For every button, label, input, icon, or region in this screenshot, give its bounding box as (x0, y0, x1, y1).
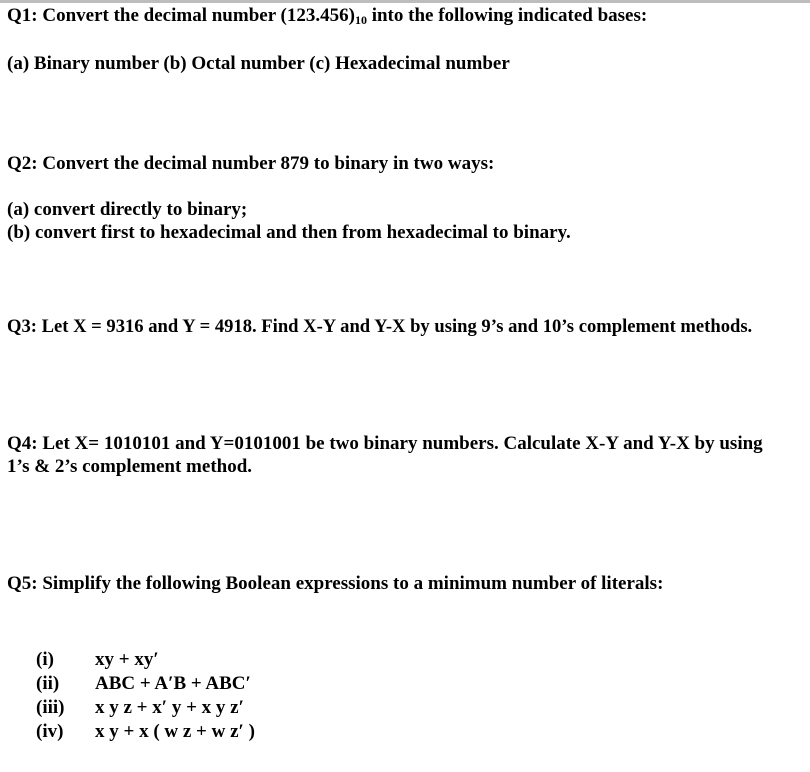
question-1-title-suffix: into the following indicated bases: (366, 5, 648, 26)
top-border (0, 0, 810, 3)
expression-item (36, 720, 255, 744)
question-3-title: Q3: Let X = 9316 and Y = 4918. Find X-Y and Y-X by using 9’s and 10’s complement methods. (7, 316, 753, 337)
expression-item (36, 648, 255, 672)
expression-item (36, 696, 255, 720)
question-1-title (7, 4, 647, 32)
expression-number: (iv) (36, 721, 64, 742)
expression-number: (i) (36, 649, 54, 670)
expression-text: ABC + A′B + ABC′ (95, 673, 251, 694)
question-4-line-2: 1’s & 2’s complement method. (7, 456, 253, 477)
base-subscript: 10 (354, 13, 367, 27)
expression-number: (iii) (36, 697, 65, 718)
question-1-title-prefix: Q1: Convert the decimal number (123.456) (7, 5, 355, 26)
question-4-line-1: Q4: Let X= 1010101 and Y=0101001 be two binary numbers. Calculate X-Y and Y-X by using (7, 433, 763, 454)
expression-text: x y + x ( w z + w z′ ) (95, 721, 255, 742)
boolean-expression-list (36, 648, 255, 744)
question-2-part-b: (b) convert first to hexadecimal and then from hexadecimal to binary. (7, 222, 571, 243)
question-2-part-a: (a) convert directly to binary; (7, 199, 248, 220)
expression-number: (ii) (36, 673, 60, 694)
expression-text: x y z + x′ y + x y z′ (95, 697, 244, 718)
question-1-parts: (a) Binary number (b) Octal number (c) Hexadecimal number (7, 53, 510, 74)
expression-item (36, 672, 255, 696)
question-2-title: Q2: Convert the decimal number 879 to binary in two ways: (7, 153, 495, 174)
expression-text: xy + xy′ (95, 649, 159, 670)
question-5-title: Q5: Simplify the following Boolean expressions to a minimum number of literals: (7, 573, 664, 594)
